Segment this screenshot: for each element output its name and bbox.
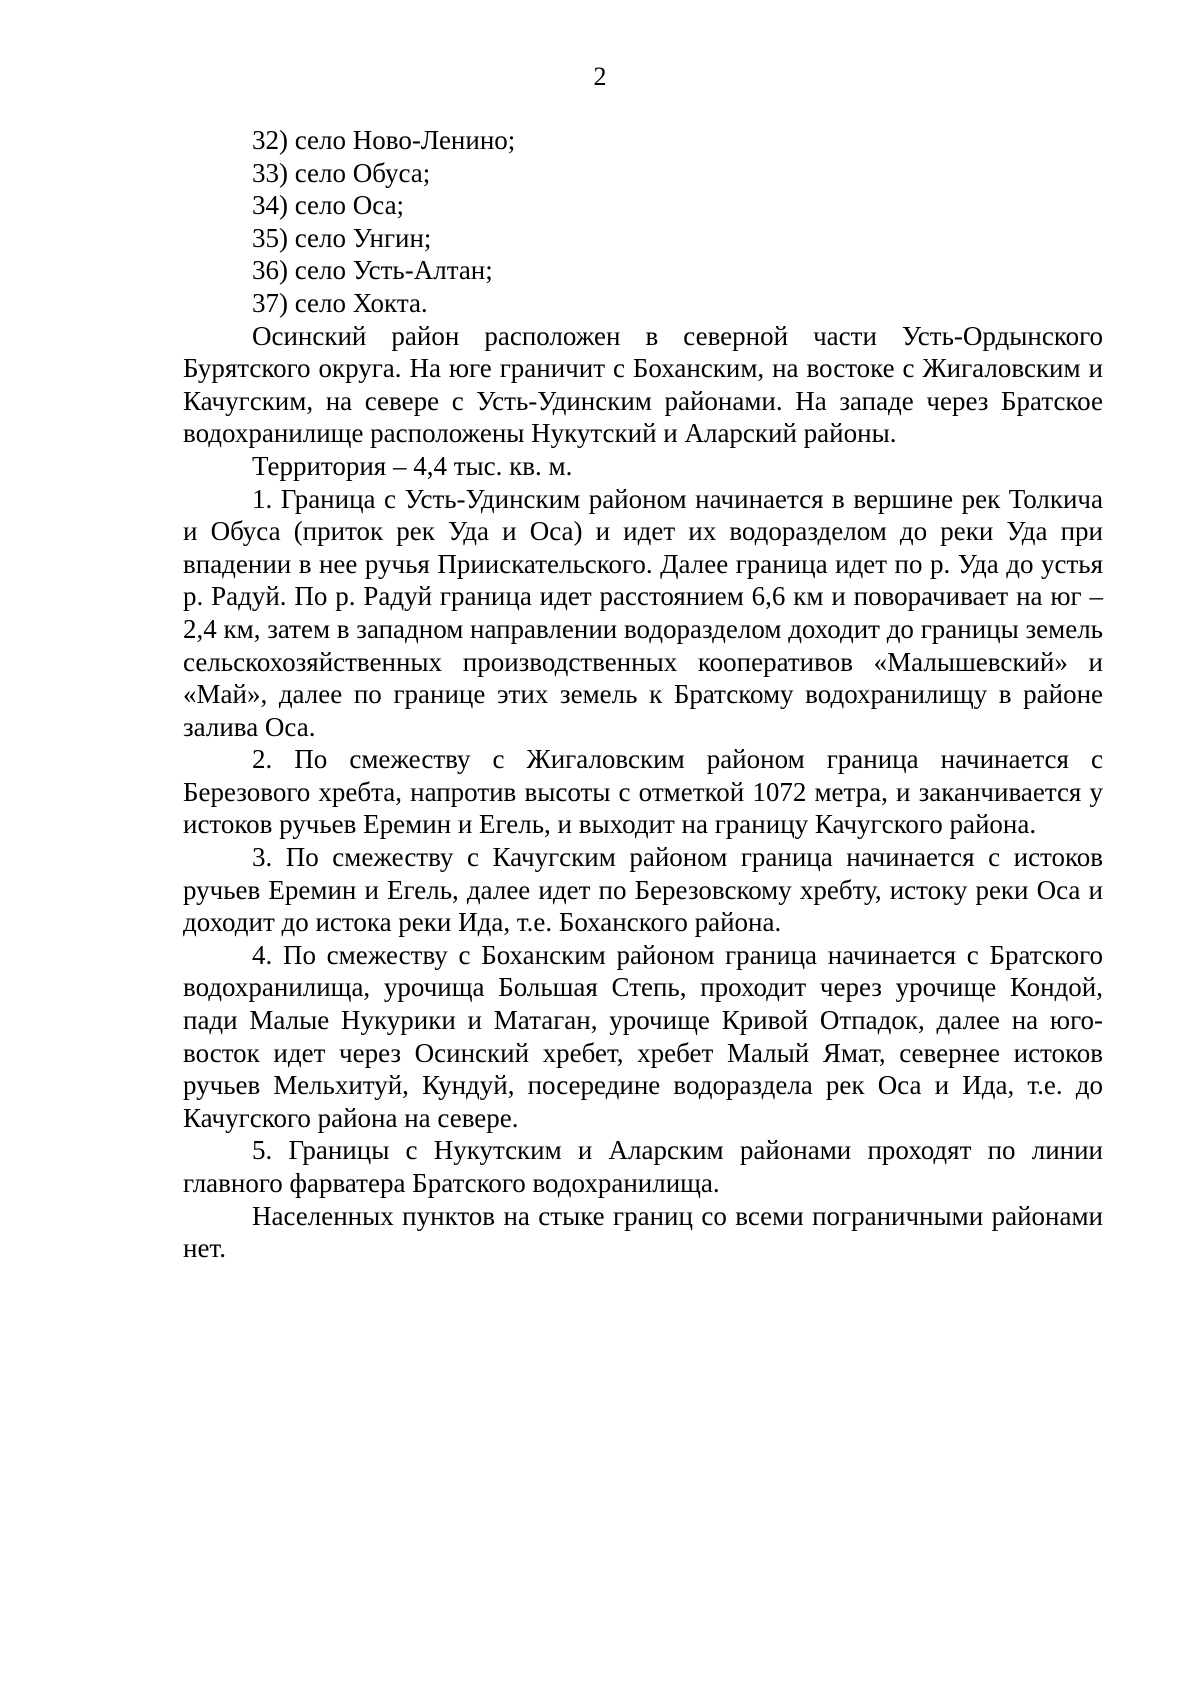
settlement-list (183, 124, 1103, 320)
list-item: 32) село Ново-Ленино; (252, 125, 516, 155)
list-item: 33) село Обуса; (252, 157, 431, 188)
list-item: 35) село Унгин; (252, 222, 432, 253)
boundary-kachugsky-paragraph: 3. По смежеству с Качугским районом граница начинается с истоков ручьев Еремин и Егель, далее идет по Березовскому хребту, истоку реки Оса и доходит до истока реки Ида, т.е. Боханского района. (183, 842, 1103, 938)
list-item: 34) село Оса; (252, 190, 405, 221)
district-description-paragraph: Осинский район расположен в северной части Усть-Ордынского Бурятского округа. На юге граничит с Боханским, на востоке с Жигаловским и Качугским, на севере с Усть-Удинским районами. На западе через Братское водохранилище расположены Нукутский и Аларский районы. (183, 320, 1103, 449)
boundary-ust-udinsky-paragraph: 1. Граница с Усть-Удинским районом начинается в вершине рек Толкича и Обуса (приток рек Уда и Оса) и идет их водоразделом до реки Уда при впадении в нее ручья Приискательского. Далее граница идет по р. Уда до устья р. Радуй. По р. Радуй граница идет расстоянием 6,6 км и поворачивает на юг – 2,4 км, затем в западном направлении водоразделом доходит до границы земель сельскохозяйственных производственных кооперативов «Малышевский» и «Май», далее по границе этих земель к Братскому водохранилищу в районе залива Оса. (183, 483, 1103, 742)
boundary-bokhansky-paragraph: 4. По смежеству с Боханским районом граница начинается с Братского водохранилища, урочища Большая Степь, проходит через урочище Кондой, пади Малые Нукурики и Матаган, урочище Кривой Отпадок, далее на юго-восток идет через Осинский хребет, хребет Малый Ямат, севернее истоков ручьев Мельхитуй, Кундуй, посередине водораздела рек Оса и Ида, т.е. до Качугского района на севере. (183, 939, 1103, 1133)
page-number: 2 (593, 62, 607, 91)
boundary-nukutsky-alarsky-paragraph: 5. Границы с Нукутским и Аларским районами проходят по линии главного фарватера Братского водохранилища. (183, 1135, 1103, 1198)
border-settlements-paragraph: Населенных пунктов на стыке границ со всеми пограничными районами нет. (183, 1200, 1103, 1264)
territory-area-paragraph: Территория – 4,4 тыс. кв. м. (252, 450, 573, 481)
list-item: 37) село Хокта. (252, 287, 428, 318)
boundary-zhigalovsky-paragraph: 2. По смежеству с Жигаловским районом граница начинается с Березового хребта, напротив высоты с отметкой 1072 метра, и заканчивается у истоков ручьев Еремин и Егель, и выходит на границу Качугского района. (183, 744, 1103, 840)
document-body (183, 124, 1103, 1265)
list-item: 36) село Усть-Алтан; (252, 255, 493, 286)
